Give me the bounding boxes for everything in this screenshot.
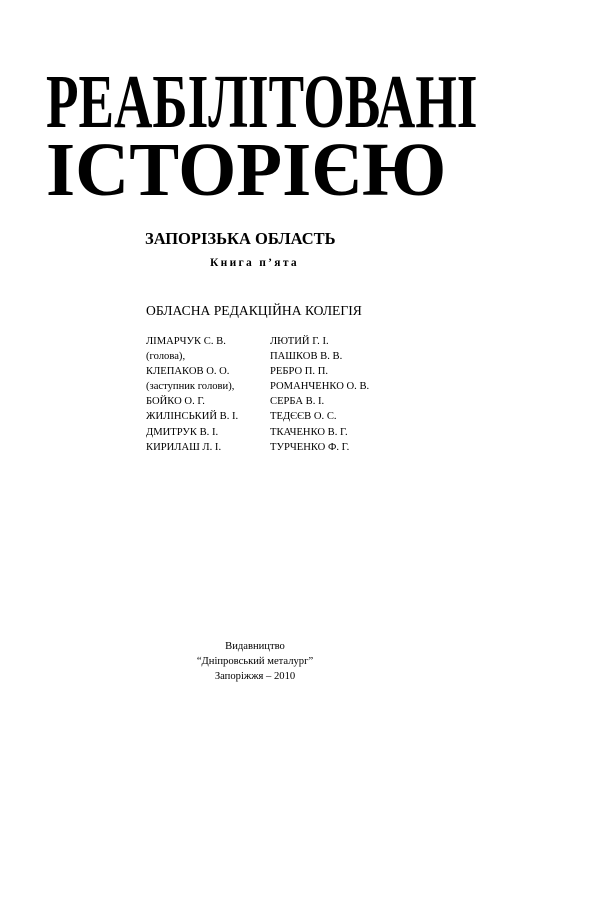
region-subtitle: ЗАПОРІЗЬКА ОБЛАСТЬ	[145, 229, 336, 248]
board-member-entry: ТУРЧЕНКО Ф. Г.	[270, 441, 350, 453]
board-member-entry: (голова),	[146, 351, 186, 363]
board-member-entry: ЛЮТИЙ Г. І.	[270, 336, 329, 347]
book-title-line-2: ІСТОРІЄЮ	[46, 128, 447, 212]
board-member-entry: ЛІМАРЧУК С. В.	[146, 336, 226, 347]
board-member-entry: ПАШКОВ В. В.	[270, 351, 343, 363]
publication-city-year: Запоріжжя – 2010	[214, 671, 296, 682]
board-member-entry: БОЙКО О. Г.	[146, 396, 205, 408]
board-member-entry: РЕБРО П. П.	[270, 366, 329, 378]
editorial-board-left-column	[146, 334, 238, 455]
board-member-entry: КИРИЛАШ Л. І.	[146, 441, 222, 453]
board-member-entry: (заступник голови),	[146, 381, 235, 393]
board-member-entry: ТЕДЄЄВ О. С.	[270, 411, 337, 423]
board-member-entry: ТКАЧЕНКО В. Г.	[270, 426, 348, 438]
board-member-entry: СЕРБА В. І.	[270, 396, 325, 408]
book-title-line-1: РЕАБІЛІТОВАНІ	[46, 60, 478, 144]
book-number: Книга п’ята	[210, 257, 299, 269]
publisher-label: Видавництво	[225, 641, 285, 652]
board-member-entry: КЛЕПАКОВ О. О.	[146, 366, 230, 378]
publisher-name: “Дніпровський металург”	[196, 656, 314, 667]
publisher-block	[180, 639, 330, 684]
editorial-board-heading: ОБЛАСНА РЕДАКЦІЙНА КОЛЕГІЯ	[146, 303, 362, 318]
board-member-entry: ЖИЛІНСЬКИЙ В. І.	[146, 411, 239, 423]
board-member-entry: РОМАНЧЕНКО О. В.	[270, 381, 370, 393]
editorial-board-right-column	[270, 334, 369, 455]
board-member-entry: ДМИТРУК В. І.	[146, 426, 219, 438]
